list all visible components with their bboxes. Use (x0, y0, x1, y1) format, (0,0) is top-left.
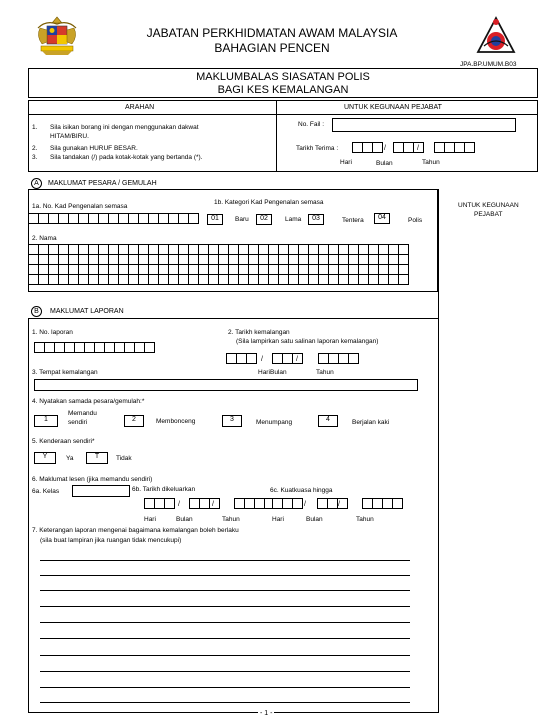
role-option-4-label: Berjalan kaki (352, 419, 390, 426)
arahan-underline (28, 114, 276, 115)
license-valid-bulan: Bulan (306, 516, 323, 523)
report-number-label: 1. No. laporan (32, 329, 73, 336)
own-vehicle-no[interactable]: T (86, 452, 108, 464)
role-option-2-label: Membonceng (156, 418, 196, 425)
arahan-item-1b: HITAM/BIRU. (50, 133, 89, 140)
license-issued-bulan: Bulan (176, 516, 193, 523)
accident-date-slash-1: / (261, 356, 263, 363)
license-class-label: 6a. Kelas (32, 488, 60, 495)
side-office-line1: UNTUK KEGUNAAN (458, 202, 519, 209)
right-margin-line (438, 189, 439, 713)
section-b-top-line (28, 318, 438, 319)
no-fail-input[interactable] (332, 118, 516, 132)
role-option-2[interactable]: 2 (124, 415, 144, 427)
accident-date-tahun: Tahun (316, 369, 334, 376)
ic-category-option-04[interactable]: 04 (374, 213, 390, 224)
license-valid-slash-1: / (304, 501, 306, 508)
license-issued-slash-2: / (212, 501, 214, 508)
reference-code: JPA.BP.UMUM.B03 (460, 61, 517, 68)
own-vehicle-label: 5. Kenderaan sendiri* (32, 438, 95, 445)
license-issued-hari: Hari (144, 516, 156, 523)
office-heading-underline (276, 114, 538, 115)
arahan-item-num-2: 2. (32, 145, 38, 152)
ic-category-option-02[interactable]: 02 (256, 214, 272, 225)
ic-number-grid[interactable] (28, 213, 198, 224)
tarikh-terima-slash-2: / (417, 145, 419, 152)
office-use-heading: UNTUK KEGUNAAN PEJABAT (344, 104, 442, 111)
tarikh-terima-label: Tarikh Terima : (296, 145, 339, 152)
accident-date-slash-2: / (296, 356, 298, 363)
government-crest-logo (32, 14, 82, 56)
arahan-heading: ARAHAN (125, 104, 155, 111)
form-title-line2: BAGI KES KEMALANGAN (217, 84, 349, 96)
section-a-title: MAKLUMAT PESARA / GEMULAH (48, 180, 157, 187)
pensioner-role-label: 4. Nyatakan samada pesara/gemulah:* (32, 398, 145, 405)
ic-category-baru-label: Baru (235, 216, 249, 223)
form-title-line1: MAKLUMBALAS SIASATAN POLIS (196, 71, 370, 83)
role-option-1[interactable]: 1 (34, 415, 58, 427)
role-option-3-label: Menumpang (256, 419, 293, 426)
license-info-label: 6. Maklumat lesen (jika memandu sendiri) (32, 476, 153, 483)
side-office-line2: PEJABAT (474, 211, 503, 218)
tarikh-terima-slash-1: / (384, 145, 386, 152)
accident-place-input[interactable] (34, 379, 418, 391)
arahan-item-2: Sila gunakan HURUF BESAR. (50, 145, 138, 152)
ic-category-option-03[interactable]: 03 (308, 214, 324, 225)
accident-date-grid[interactable] (226, 353, 358, 364)
license-valid-slash-2: / (338, 501, 340, 508)
name-label: 2. Nama (32, 235, 57, 242)
role-option-1-label2: sendiri (68, 419, 88, 426)
accident-place-label: 3. Tempat kemalangan (32, 369, 98, 376)
accident-date-hari: Hari (258, 369, 270, 376)
ic-category-tentera-label: Tentera (342, 217, 364, 224)
accident-date-label: 2. Tarikh kemalangan (228, 329, 290, 336)
role-option-3[interactable]: 3 (222, 415, 242, 427)
license-issued-slash-1: / (178, 501, 180, 508)
accident-description-label: 7. Keterangan laporan mengenai bagaimana kemalangan boleh berlaku (32, 527, 239, 534)
tarikh-terima-input[interactable] (352, 142, 474, 153)
ic-category-option-01[interactable]: 01 (207, 214, 223, 225)
section-b-marker: B (31, 306, 42, 317)
license-issued-tahun: Tahun (222, 516, 240, 523)
own-vehicle-tidak-label: Tidak (116, 455, 132, 462)
page-number: - 1 - (260, 710, 273, 717)
hari-label: Hari (340, 159, 352, 166)
accident-date-bulan-visible: Bulan (270, 369, 287, 376)
ic-category-lama-label: Lama (285, 216, 302, 223)
department-title: JABATAN PERKHIDMATAN AWAM MALAYSIA (146, 26, 398, 40)
section-b-title: MAKLUMAT LAPORAN (50, 308, 124, 315)
arahan-item-3: Sila tandakan (/) pada kotak-kotak yang bertanda (*). (50, 154, 203, 161)
arahan-item-num-3: 3. (32, 154, 38, 161)
division-title: BAHAGIAN PENCEN (214, 41, 330, 55)
license-valid-hari: Hari (272, 516, 284, 523)
tahun-label: Tahun (422, 159, 440, 166)
own-vehicle-yes[interactable]: Y (34, 452, 56, 464)
license-issued-label: 6b. Tarikh dikeluarkan (132, 486, 196, 493)
bulan-label: Bulan (376, 160, 393, 167)
own-vehicle-ya-label: Ya (66, 455, 74, 462)
ic-category-polis-label: Polis (408, 217, 423, 224)
section-b-left-line (28, 318, 29, 713)
accident-description-note: (sila buat lampiran jika ruangan tidak mencukupi) (40, 537, 182, 544)
license-class-input[interactable] (72, 485, 130, 497)
license-valid-grid[interactable] (272, 498, 402, 509)
page-bottom-line (28, 712, 438, 713)
name-grid[interactable] (28, 244, 408, 285)
accident-date-note: (Sila lampirkan satu salinan laporan kemalangan) (236, 338, 379, 345)
license-valid-label: 6c. Kuatkuasa hingga (270, 487, 333, 494)
report-number-grid[interactable] (34, 342, 154, 353)
role-option-4[interactable]: 4 (318, 415, 338, 427)
license-issued-grid[interactable] (144, 498, 274, 509)
no-fail-label: No. Fail : (298, 121, 325, 128)
ic-category-label: 1b. Kategori Kad Pengenalan semasa (214, 199, 324, 206)
ic-number-label: 1a. No. Kad Pengenalan semasa (32, 203, 128, 210)
section-a-marker: A (31, 178, 42, 189)
arahan-item-num-1: 1. (32, 124, 38, 131)
role-option-1-label: Memandu (68, 410, 97, 417)
license-valid-tahun: Tahun (356, 516, 374, 523)
pension-logo (474, 14, 518, 58)
arahan-item-1: Sila isikan borang ini dengan menggunakan dakwat (50, 124, 199, 131)
